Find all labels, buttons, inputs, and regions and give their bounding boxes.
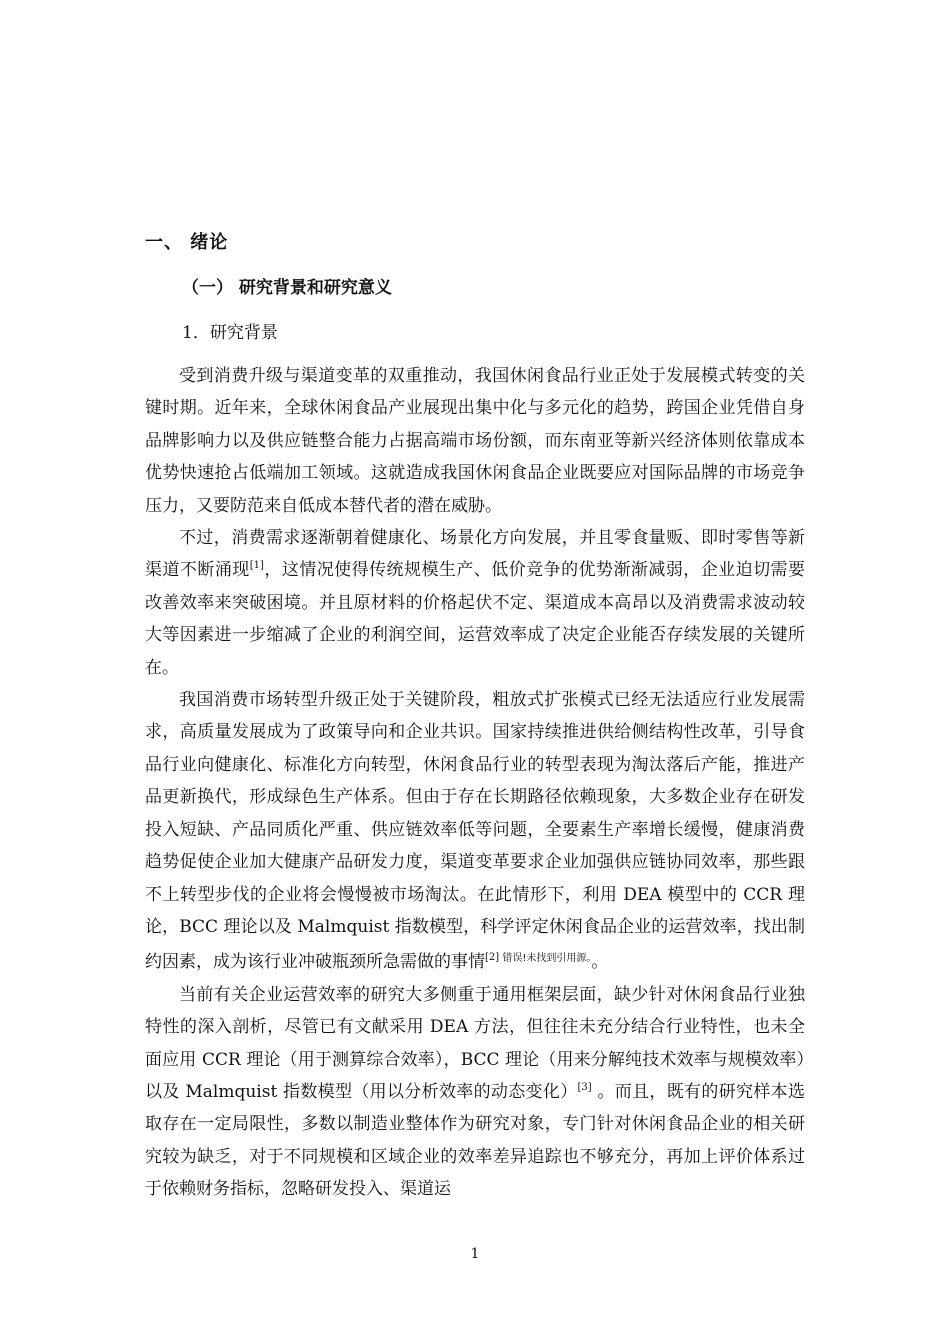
- paragraph-3: [145, 684, 805, 979]
- page-number: 1: [470, 1246, 480, 1262]
- paragraph-3-text-a: 我国消费市场转型升级正处于关键阶段，粗放式扩张模式已经无法适应行业发展需求，高质量发展成为了政策导向和企业共识。国家持续推进供给侧结构性改革，引导食品行业向健康化、标准化方向转型，休闲食品行业的转型表现为淘汰落后产能，推进产品更新换代，形成绿色生产体系。但由于存在长期路径依赖现象，大多数企业存在研发投入短缺、产品同质化严重、供应链效率低等问题，全要素生产率增长缓慢，健康消费趋势促使企业加大健康产品研发力度，渠道变革要求企业加强供应链协同效率，那些跟不上转型步伐的企业将会慢慢被市场淘汰。在此情形下，利用 DEA 模型中的 CCR 理论，BCC 理论以及 Malmquist 指数模型，科学评定休闲食品企业的运营效率，找出制约因素，成为该行业冲破瓶颈所急需做的事情: [145, 690, 805, 973]
- heading-level-3: 1．研究背景: [182, 323, 278, 343]
- paragraph-4-text-a: 当前有关企业运营效率的研究大多侧重于通用框架层面，缺少针对休闲食品行业独特性的深入剖析，尽管已有文献采用 DEA 方法，但往往未充分结合行业特性，也未全面应用 CCR 理论（用于测算综合效率），BCC 理论（用来分解纯技术效率与规模效率）以及 Malmquist 指数模型（用以分析效率的动态变化）: [145, 984, 805, 1102]
- body-text: [145, 360, 805, 1206]
- citation-2: [2]: [485, 952, 500, 964]
- paragraph-2-text-b: ，这情况使得传统规模生产、低价竞争的优势渐渐减弱，企业迫切需要改善效率来突破困境。并且原材料的价格起伏不定、渠道成本高昂以及消费需求波动较大等因素进一步缩减了企业的利润空间，运营效率成了决定企业能否存续发展的关键所在。: [145, 560, 806, 678]
- paragraph-4-text-b: 。而且，既有的研究样本选取存在一定局限性，多数以制造业整体作为研究对象，专门针对休闲食品企业的相关研究较为缺乏，对于不同规模和区域企业的效率差异追踪也不够充分，再加上评价体系过于依赖财务指标，忽略研发投入、渠道运: [145, 1081, 805, 1200]
- reference-error-text: 错误!未找到引用源。: [499, 953, 592, 965]
- paragraph-1: 受到消费升级与渠道变革的双重推动，我国休闲食品行业正处于发展模式转变的关键时期。近年来，全球休闲食品产业展现出集中化与多元化的趋势，跨国企业凭借自身品牌影响力以及供应链整合能力占据高端市场份额，而东南亚等新兴经济体则依靠成本优势快速抢占低端加工领域。这就造成我国休闲食品企业既要应对国际品牌的市场竞争压力，又要防范来自低成本替代者的潜在威胁。: [145, 366, 805, 516]
- citation-1: [1]: [249, 560, 264, 572]
- paragraph-2-text-a: 不过，消费需求逐渐朝着健康化、场景化方向发展，并且零食量贩、即时零售等新渠道不断涌现: [145, 528, 805, 581]
- citation-3: [3]: [577, 1081, 592, 1093]
- heading-level-1: 一、 绪论: [145, 232, 229, 253]
- paragraph-3-text-b: 。: [591, 952, 609, 973]
- paragraph-2: [145, 522, 805, 684]
- heading-level-2: （一） 研究背景和研究意义: [182, 278, 392, 298]
- paragraph-4: [145, 979, 805, 1206]
